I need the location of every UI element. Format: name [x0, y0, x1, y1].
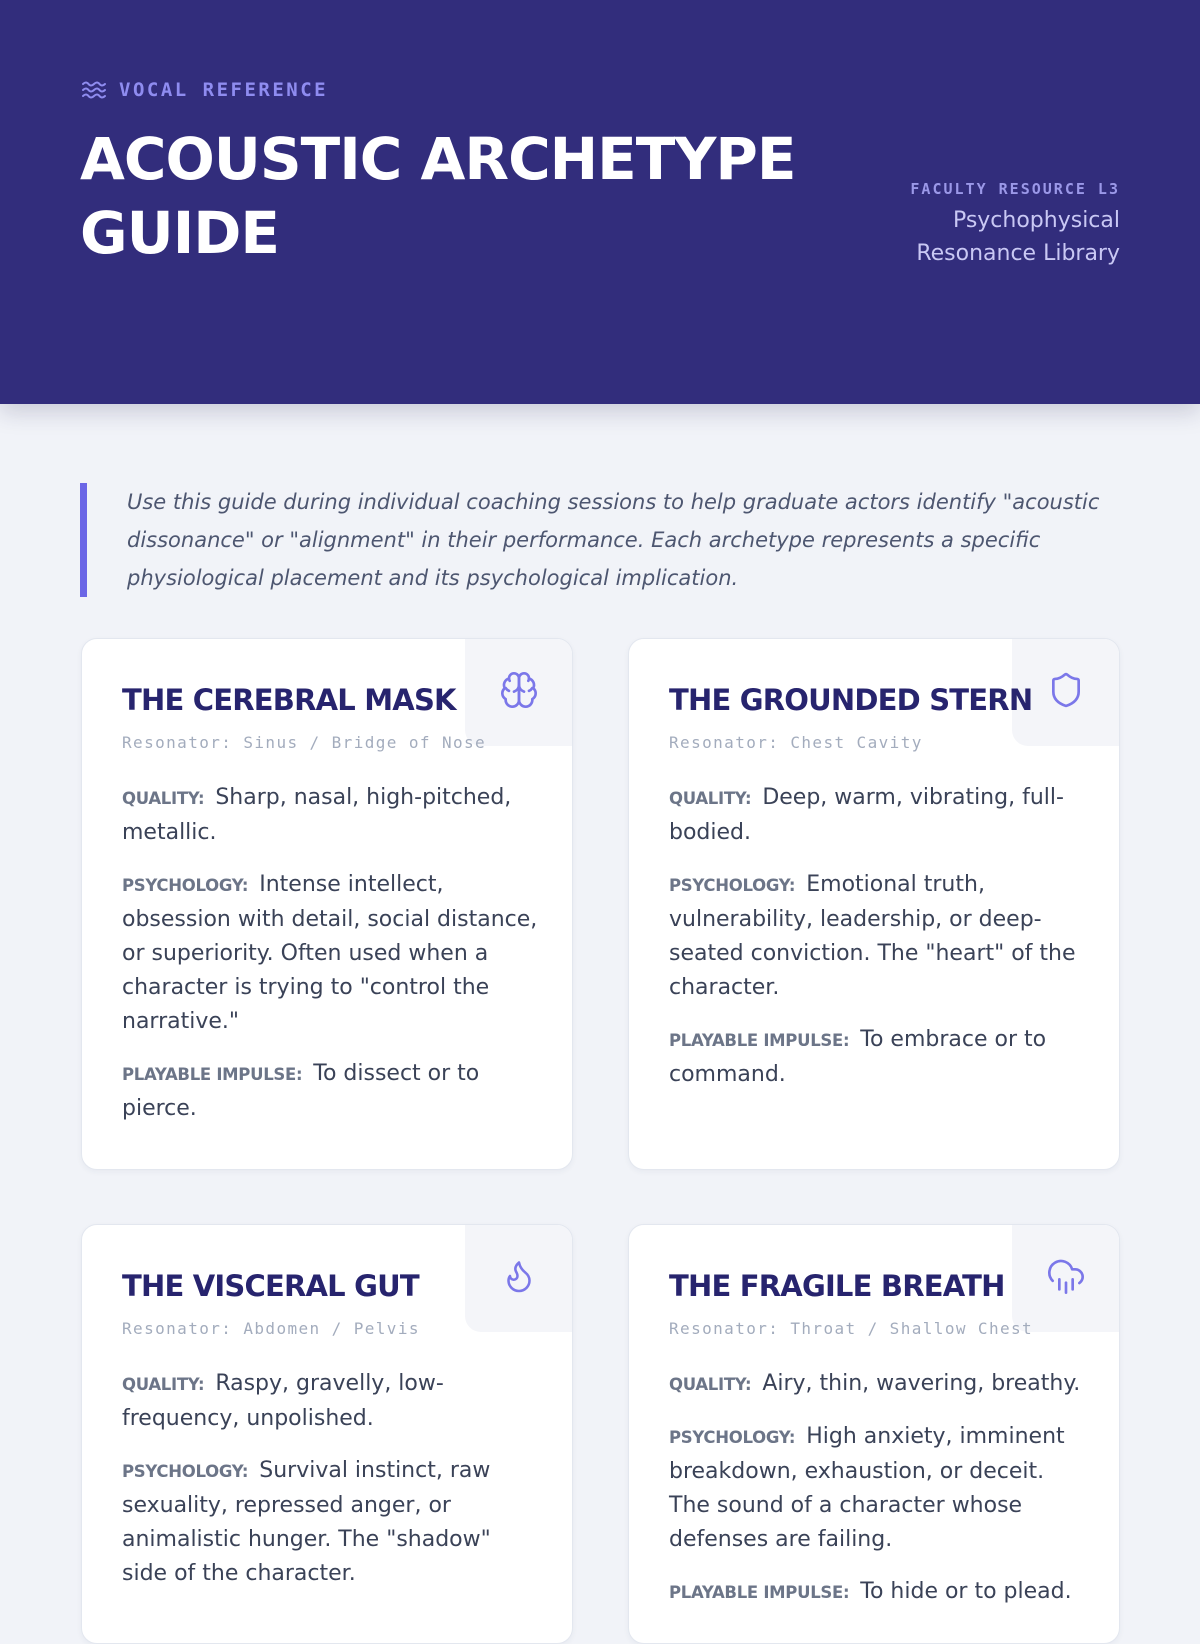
psychology-text: High anxiety, imminent breakdown, exhaustion, or deceit. The sound of a character whose defenses are failing. [669, 1424, 1065, 1552]
page-title: ACOUSTIC ARCHETYPE GUIDE [80, 125, 796, 267]
quality-row [669, 1367, 1085, 1402]
quality-label: QUALITY: [669, 1375, 752, 1394]
card-body [122, 781, 538, 1144]
psychology-label: PSYCHOLOGY: [122, 876, 249, 895]
impulse-label: PLAYABLE IMPULSE: [669, 1031, 850, 1050]
impulse-label: PLAYABLE IMPULSE: [669, 1583, 850, 1602]
page-header [0, 0, 1200, 404]
quality-label: QUALITY: [669, 789, 752, 808]
resource-meta [890, 180, 1120, 270]
impulse-row [669, 1575, 1085, 1610]
intro-callout [80, 483, 1120, 597]
card-body [122, 1367, 538, 1609]
impulse-text: To dissect or to pierce. [122, 1061, 480, 1121]
quality-label: QUALITY: [122, 1375, 205, 1394]
archetype-card-grounded-stern [628, 638, 1120, 1170]
waves-icon [81, 79, 107, 101]
impulse-row [669, 1023, 1085, 1092]
cloud-drizzle-icon [1046, 1256, 1086, 1301]
quality-text: Deep, warm, vibrating, full-bodied. [669, 785, 1064, 845]
quality-text: Airy, thin, wavering, breathy. [762, 1371, 1081, 1396]
psychology-row [122, 868, 538, 1039]
card-title: THE VISCERAL GUT [122, 1269, 419, 1303]
quality-row [122, 781, 538, 850]
quality-text: Sharp, nasal, high-pitched, metallic. [122, 785, 512, 845]
quality-row [669, 781, 1085, 850]
card-body [669, 1367, 1085, 1628]
card-resonator: Resonator: Abdomen / Pelvis [122, 1319, 420, 1338]
card-resonator: Resonator: Throat / Shallow Chest [669, 1319, 1034, 1338]
card-body [669, 781, 1085, 1110]
quality-row [122, 1367, 538, 1436]
intro-text: Use this guide during individual coaching sessions to help graduate actors identify "acoustic dissonance" or "alignment" in their performance. Each archetype represents a specific physiological placement and its psychological implication. [127, 490, 1100, 590]
psychology-row [669, 1420, 1085, 1557]
quality-label: QUALITY: [122, 789, 205, 808]
archetype-card-cerebral-mask [81, 638, 573, 1170]
resource-code: FACULTY RESOURCE L3 [910, 180, 1120, 198]
impulse-text: To hide or to plead. [860, 1579, 1072, 1604]
shield-icon [1047, 670, 1085, 715]
card-resonator: Resonator: Sinus / Bridge of Nose [122, 733, 487, 752]
card-resonator: Resonator: Chest Cavity [669, 733, 923, 752]
psychology-row [122, 1454, 538, 1591]
card-title: THE CEREBRAL MASK [122, 683, 456, 717]
quality-text: Raspy, gravelly, low-frequency, unpolished. [122, 1371, 444, 1431]
archetype-card-fragile-breath [628, 1224, 1120, 1644]
psychology-text: Intense intellect, obsession with detail, social distance, or superiority. Often used when a character is trying to "control the narrative." [122, 872, 538, 1034]
psychology-label: PSYCHOLOGY: [669, 1428, 796, 1447]
eyebrow [81, 79, 328, 101]
eyebrow-label: VOCAL REFERENCE [119, 79, 329, 101]
card-title: THE FRAGILE BREATH [669, 1269, 1005, 1303]
impulse-row [122, 1057, 538, 1126]
library-name: Psychophysical Resonance Library [916, 208, 1120, 266]
flame-icon [501, 1256, 537, 1301]
psychology-text: Survival instinct, raw sexuality, repressed anger, or animalistic hunger. The "shadow" side of the character. [122, 1458, 491, 1586]
psychology-label: PSYCHOLOGY: [669, 876, 796, 895]
card-title: THE GROUNDED STERN [669, 683, 1033, 717]
psychology-text: Emotional truth, vulnerability, leadership, or deep-seated conviction. The "heart" of the character. [669, 872, 1076, 1000]
psychology-label: PSYCHOLOGY: [122, 1462, 249, 1481]
impulse-label: PLAYABLE IMPULSE: [122, 1065, 303, 1084]
brain-icon [499, 670, 539, 715]
impulse-text: To embrace or to command. [669, 1027, 1047, 1087]
archetype-card-visceral-gut [81, 1224, 573, 1644]
psychology-row [669, 868, 1085, 1005]
